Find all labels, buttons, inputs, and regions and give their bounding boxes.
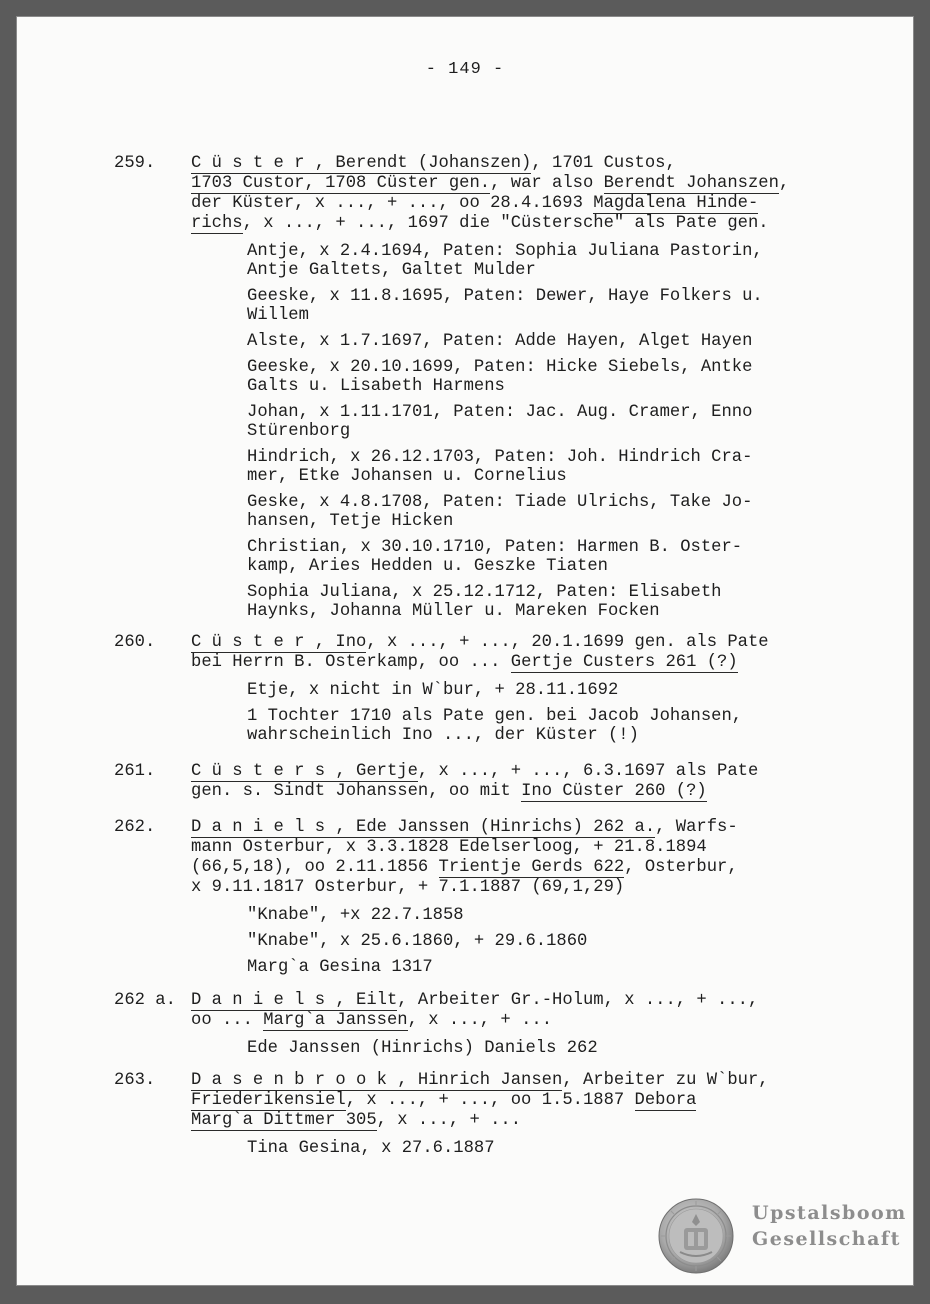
entry-number: 262 a.	[114, 991, 176, 1010]
child-record	[247, 493, 847, 531]
child-line: kamp, Aries Hedden u. Geszke Tiaten	[247, 557, 608, 576]
children-list	[247, 906, 847, 977]
child-line: 1 Tochter 1710 als Pate gen. bei Jacob Johansen,	[247, 707, 743, 726]
child-record	[247, 448, 847, 486]
underlined-name: D a s e n b r o o k , Hinrich Jansen	[191, 1071, 563, 1090]
child-record	[247, 403, 847, 441]
child-line: Geeske, x 20.10.1699, Paten: Hicke Siebels, Antke	[247, 358, 753, 377]
child-line: Galts u. Lisabeth Harmens	[247, 377, 505, 396]
heading-line	[191, 1011, 851, 1031]
child-line: Geske, x 4.8.1708, Paten: Tiade Ulrichs, Take Jo-	[247, 493, 753, 512]
entry-heading	[191, 633, 851, 673]
heading-text: oo ...	[191, 1011, 264, 1030]
child-record	[247, 1039, 847, 1058]
seal-logo-icon	[658, 1198, 734, 1274]
child-line: Tina Gesina, x 27.6.1887	[247, 1139, 495, 1158]
heading-line	[191, 1091, 851, 1111]
heading-text: (66,5,18), oo 2.11.1856	[191, 858, 439, 877]
child-line: hansen, Tetje Hicken	[247, 512, 454, 531]
underlined-name: C ü s t e r , Berendt (Johanszen)	[191, 154, 532, 173]
heading-text: , x ..., + ..., 6.3.1697 als Pate	[417, 762, 759, 781]
heading-line	[191, 1071, 851, 1091]
child-line: Sophia Juliana, x 25.12.1712, Paten: Elisabeth	[247, 583, 722, 602]
child-record	[247, 358, 847, 396]
heading-line	[191, 653, 851, 673]
heading-text: der Küster, x ..., + ..., oo 28.4.1693	[191, 194, 594, 213]
entry-number: 262.	[114, 818, 156, 837]
heading-line	[191, 214, 851, 234]
heading-line	[191, 782, 851, 802]
heading-text: , war also	[490, 174, 604, 193]
child-line: Johan, x 1.11.1701, Paten: Jac. Aug. Cramer, Enno	[247, 403, 753, 422]
heading-text: , Osterbur,	[624, 858, 738, 877]
entry-heading	[191, 991, 851, 1031]
child-record	[247, 932, 847, 951]
heading-line	[191, 1111, 851, 1131]
entry-number: 261.	[114, 762, 156, 781]
child-line: "Knabe", x 25.6.1860, + 29.6.1860	[247, 932, 588, 951]
underlined-name: C ü s t e r , Ino	[191, 633, 367, 652]
underlined-name: Berendt Johanszen	[603, 174, 779, 193]
underlined-name: Debora	[634, 1091, 697, 1110]
underlined-name: C ü s t e r s , Gertje	[191, 762, 418, 781]
heading-line	[191, 818, 851, 838]
underlined-name: D a n i e l s , Ede Janssen (Hinrichs) 262 a.	[191, 818, 656, 837]
heading-text: , 1701 Custos,	[531, 154, 676, 173]
child-line: "Knabe", +x 22.7.1858	[247, 906, 464, 925]
child-record	[247, 681, 847, 700]
heading-line	[191, 878, 851, 898]
logo-text-line2: Gesellschaft	[752, 1228, 901, 1250]
heading-line	[191, 762, 851, 782]
heading-line	[191, 633, 851, 653]
heading-text: , x ..., + ...	[376, 1111, 522, 1130]
heading-line	[191, 174, 851, 194]
heading-text: bei Herrn B. Osterkamp, oo ...	[191, 653, 511, 672]
logo-text-line1: Upstalsboom	[752, 1202, 907, 1224]
underlined-name: Friederikensiel	[191, 1091, 346, 1110]
heading-line	[191, 838, 851, 858]
heading-text: , x ..., + ..., 20.1.1699 gen. als Pate	[366, 633, 769, 652]
entry-heading	[191, 154, 851, 234]
underlined-name: Magdalena Hinde-	[593, 194, 759, 213]
document-page	[16, 16, 914, 1286]
child-line: Ede Janssen (Hinrichs) Daniels 262	[247, 1039, 598, 1058]
underlined-name: Trientje Gerds 622	[438, 858, 625, 877]
heading-text: , Arbeiter Gr.-Holum, x ..., + ...,	[397, 991, 759, 1010]
entry-number: 259.	[114, 154, 156, 173]
heading-line	[191, 991, 851, 1011]
child-line: Etje, x nicht in W`bur, + 28.11.1692	[247, 681, 619, 700]
child-line: Alste, x 1.7.1697, Paten: Adde Hayen, Alget Hayen	[247, 332, 753, 351]
child-line: Antje, x 2.4.1694, Paten: Sophia Juliana Pastorin,	[247, 242, 763, 261]
heading-text: mann Osterbur, x 3.3.1828 Edelserloog, + 21.8.1894	[191, 838, 707, 857]
heading-line	[191, 858, 851, 878]
heading-line	[191, 194, 851, 214]
heading-text: , x ..., + ...	[407, 1011, 553, 1030]
underlined-name: Marg`a Janssen	[263, 1011, 408, 1030]
entry-number: 263.	[114, 1071, 156, 1090]
heading-text: , Warfs-	[655, 818, 738, 837]
heading-line	[191, 154, 851, 174]
child-record	[247, 242, 847, 280]
child-line: Willem	[247, 306, 309, 325]
child-record	[247, 958, 847, 977]
child-line: mer, Etke Johansen u. Cornelius	[247, 467, 567, 486]
child-line: Marg`a Gesina 1317	[247, 958, 433, 977]
child-line: Haynks, Johanna Müller u. Mareken Focken	[247, 602, 660, 621]
child-record	[247, 1139, 847, 1158]
heading-text: , x ..., + ..., 1697 die "Cüstersche" als Pate gen.	[242, 214, 769, 233]
entry-heading	[191, 762, 851, 802]
child-record	[247, 287, 847, 325]
children-list	[247, 1039, 847, 1058]
entry-heading	[191, 818, 851, 898]
heading-text: ,	[778, 174, 790, 193]
children-list	[247, 242, 847, 621]
child-line: Antje Galtets, Galtet Mulder	[247, 261, 536, 280]
child-line: wahrscheinlich Ino ..., der Küster (!)	[247, 726, 639, 745]
heading-text: , Arbeiter zu W`bur,	[562, 1071, 769, 1090]
child-record	[247, 538, 847, 576]
underlined-name: Gertje Custers 261 (?)	[510, 653, 738, 672]
heading-text: x 9.11.1817 Osterbur, + 7.1.1887 (69,1,29)	[191, 878, 625, 897]
underlined-name: Ino Cüster 260 (?)	[521, 782, 707, 801]
children-list	[247, 681, 847, 745]
child-line: Geeske, x 11.8.1695, Paten: Dewer, Haye Folkers u.	[247, 287, 763, 306]
underlined-name: richs	[191, 214, 243, 233]
children-list	[247, 1139, 847, 1158]
entry-heading	[191, 1071, 851, 1131]
underlined-name: 1703 Custor, 1708 Cüster gen.	[191, 174, 491, 193]
heading-text: , x ..., + ..., oo 1.5.1887	[345, 1091, 635, 1110]
child-line: Hindrich, x 26.12.1703, Paten: Joh. Hindrich Cra-	[247, 448, 753, 467]
child-record	[247, 583, 847, 621]
child-line: Stürenborg	[247, 422, 351, 441]
heading-text: gen. s. Sindt Johanssen, oo mit	[191, 782, 522, 801]
underlined-name: D a n i e l s , Eilt	[191, 991, 398, 1010]
child-record	[247, 906, 847, 925]
child-line: Christian, x 30.10.1710, Paten: Harmen B. Oster-	[247, 538, 743, 557]
page-number: - 149 -	[425, 60, 505, 79]
child-record	[247, 332, 847, 351]
entry-number: 260.	[114, 633, 156, 652]
child-record	[247, 707, 847, 745]
underlined-name: Marg`a Dittmer 305	[191, 1111, 377, 1130]
